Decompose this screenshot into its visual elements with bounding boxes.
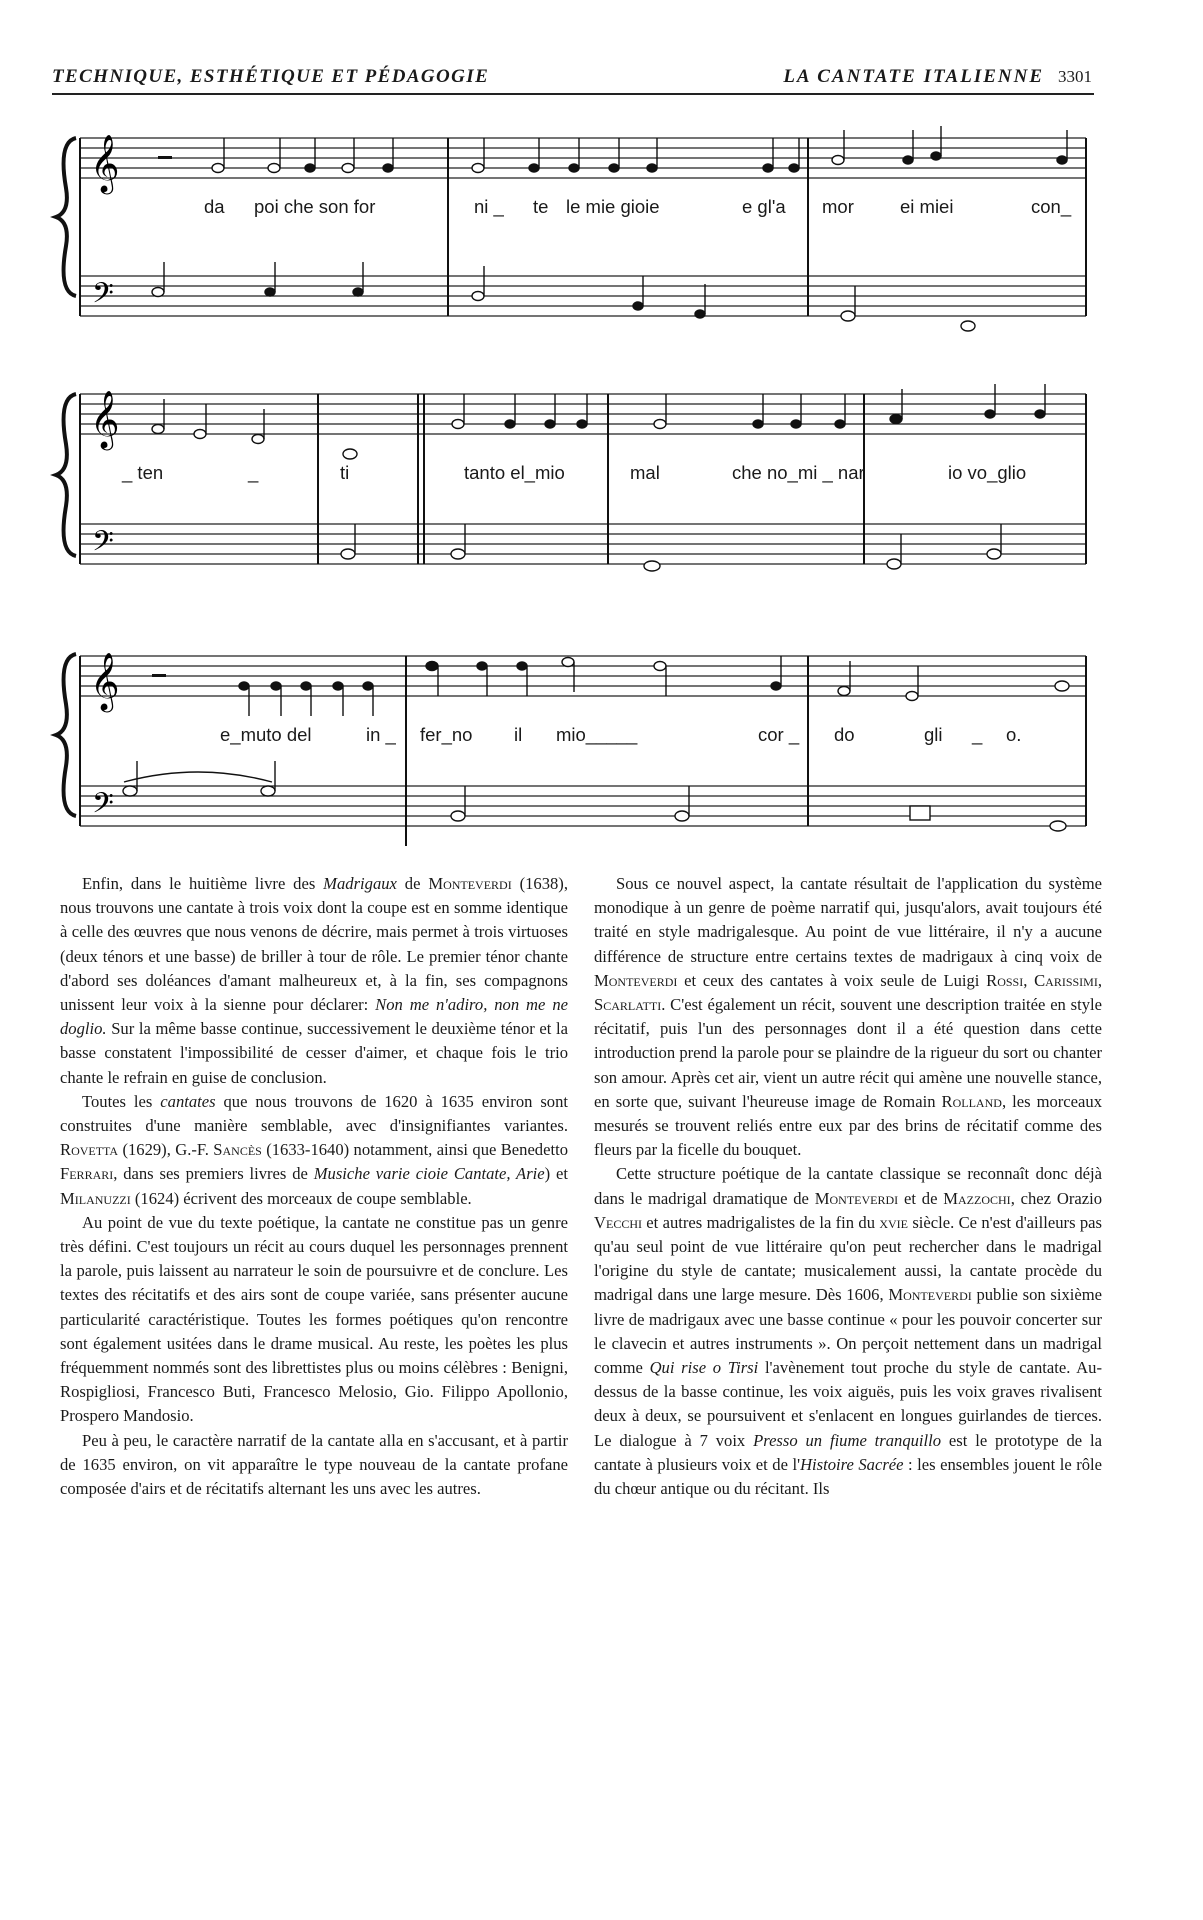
text-run: (1629), [118,1140,176,1160]
svg-text:𝄢: 𝄢 [92,277,114,317]
lyric: te [533,196,549,217]
paragraph: Peu à peu, le caractère narratif de la cantate alla en s'accusant, et à partir de 1635 environ, on vit apparaître le type nouveau de la cantate profane composée d'airs et de récitatifs alternant les uns avec les autres. [60,1430,568,1499]
lyric: ni _ [474,196,504,217]
italic-quote: Non me n'adiro, non me ne doglio. [60,995,568,1039]
century: xvie [879,1212,909,1232]
lyric: e_muto del [220,724,312,745]
lyric: ei miei [900,196,954,217]
music-system-2 [48,384,1098,584]
lyric: mal [630,462,660,483]
text-column-left [60,872,568,1501]
svg-text:𝄞: 𝄞 [90,652,120,710]
composer-name: Rossi, Carissimi, Scarlatti [594,970,1102,1015]
italic-term: cantates [160,1091,216,1111]
lyric: _ [248,462,259,483]
italic-title: Histoire Sacrée [800,1454,904,1474]
text-run: Toutes les [82,1091,161,1111]
lyric: in _ [366,724,396,745]
paragraph: Au point de vue du texte poétique, la cantate ne constitue pas un genre très défini. C'est toujours un récit au cours duquel les personnages prennent la parole, puis laissent au narrateur le soin de poursuivre et de conclure. Les textes des récitatifs et des airs sont de coupe variée, sans présenter aucune particularité caractéristique. Toutes les formes poétiques qu'on rencontre sont également usitées dans le drame musical. Au reste, les poètes les plus fréquemment nommés sont des librettistes plus ou moins célèbres : Benigni, Rospigliosi, Francesco Buti, Francesco Melosio, Gio. Filippo Apollonio, Prospero Mandosio. [60,1212,568,1426]
text-run: , dans ses premiers livres de [113,1164,314,1184]
lyric: poi che son for [254,196,376,217]
text-run: de [396,874,429,893]
lyric: il [514,724,523,745]
text-run: Cette structure poétique de la cantate classique se reconnaît donc déjà dans le madrigal dramatique de [594,1164,1102,1208]
italic-title: Presso un fiume tranquillo [753,1430,942,1450]
composer-name: Monteverdi [888,1285,972,1305]
text-run: que nous trouvons de 1620 à 1635 environ sont construites d'une manière semblable, avec d'insignifiantes variantes. [60,1091,568,1136]
italic-title: Musiche varie cioie Cantate, Arie [313,1164,545,1184]
text-run: et ceux des cantates à voix seule de Luigi [677,970,987,990]
composer-name: Mazzochi [943,1188,1011,1208]
text-run: (1624) écrivent des morceaux de coupe semblable. [130,1188,472,1208]
lyric: e gl'a [742,196,786,217]
lyric: che no_mi _ nar [732,462,865,483]
lyric: _ [972,724,983,745]
composer-name: Rovetta [60,1140,119,1160]
lyric: mor [822,196,854,217]
lyric: fer_no [420,724,473,745]
svg-text:𝄢: 𝄢 [92,787,114,827]
composer-name: Monteverdi [428,874,512,893]
text-run: est le prototype de la cantate à plusieurs voix et de l' [594,1430,1103,1474]
text-run: l'avènement tout proche du style de cantate. Au-dessus de la basse continue, les voix aiguës, puis les voix graves rivalisent deux à deux, se poursuivent et s'enlacent en longues guirlandes de tierces. Le dialogue à 7 voix [594,1358,1102,1450]
text-run: Sous ce nouvel aspect, la cantate résultait de l'application du système monodique à un genre de poème narratif qui, jusqu'alors, avait toujours été traité en style madrigalesque. Au point de vue littéraire, il n'y a aucune différence de structure entre certains textes de madrigaux à cinq voix de [594,874,1102,966]
lyric: cor _ [758,724,800,745]
text-run: ) et [544,1164,568,1184]
composer-name: G.-F. Sancès [175,1140,262,1160]
text-run: , les morceaux mesurés se trouvent reliés entre eux par des brins de récitatif comme des fleurs par la ficelle du bouquet. [594,1091,1102,1160]
text-run: siècle. Ce n'est d'ailleurs pas qu'au seul point de vue littéraire qu'on peut rechercher dans le madrigal l'origine du style de cantate; musicalement aussi, la cantate procède du madrigal dans une large mesure. Dès 1606, [594,1212,1102,1305]
svg-text:𝄞: 𝄞 [90,390,120,448]
paragraph [60,1090,568,1211]
lyric: le mie gioie [566,196,660,217]
lyric: o. [1006,724,1022,745]
author-name: Rolland [941,1091,1002,1111]
lyric: gli [924,724,943,745]
header-left-title: TECHNIQUE, ESTHÉTIQUE ET PÉDAGOGIE [52,66,490,87]
text-run: , chez Orazio [1010,1188,1103,1208]
text-run: et autres madrigalistes de la fin du [641,1212,880,1232]
paragraph [594,872,1102,1162]
lyric: da [204,196,225,217]
lyric: mio_____ [556,724,638,745]
paragraph [594,1162,1102,1501]
lyric: tanto el_mio [464,462,565,483]
composer-name: Ferrari [60,1164,114,1184]
music-system-3 [48,634,1098,844]
lyric: _ ten [122,462,164,483]
italic-title: Qui rise o Tirsi [649,1358,759,1378]
header-right-title: LA CANTATE ITALIENNE [783,66,1044,87]
svg-text:𝄞: 𝄞 [90,134,120,192]
text-run: Sur la même basse continue, successivement le deuxième ténor et la basse constatent l'impossibilité de cesser d'aimer, et chaque fois le trio chante le refrain en guise de conclusion. [60,1019,568,1087]
text-run: (1633-1640) notamment, ainsi que Benedetto [261,1140,568,1160]
lyric: con_ [1031,196,1072,217]
text-run: : les ensembles jouent le rôle du chœur antique ou du récitant. Ils [594,1454,1102,1499]
text-run: et de [898,1188,944,1208]
music-staff-2 [48,384,1098,584]
header-rule [52,93,1094,95]
lyric: ti [340,462,350,483]
composer-name: Monteverdi [594,970,678,990]
paragraph [60,872,568,1090]
svg-text:𝄢: 𝄢 [92,525,114,565]
italic-title: Madrigaux [323,874,397,893]
text-run: publie son sixième livre de madrigaux avec une basse continue « pour les pouvoir concerter sur le clavecin et autres instruments ». On perçoit nettement dans un madrigal comme [594,1285,1102,1378]
page-number: 3301 [1058,67,1092,86]
running-header [52,66,1092,92]
music-system-1 [48,108,1098,326]
composer-name: Milanuzzi [60,1188,131,1208]
composer-name: Vecchi [594,1212,642,1232]
text-run: (1638), nous trouvons une cantate à trois voix dont la coupe est en somme identique à celle des œuvres que nous venons de décrire, mais permet à trois virtuoses (deux ténors et une basse) de briller à tour de rôle. Le premier ténor chante d'abord ses doléances d'amant malheureux et, à la fin, ses compagnons unissent leur voix à la sienne pour déclarer: [60,874,568,1015]
composer-name: Monteverdi [814,1188,899,1208]
text-run: Enfin, dans le huitième livre des [82,874,324,893]
lyric: io vo_glio [948,462,1027,483]
text-run: . C'est également un récit, souvent une description traitée en style récitatif, puis l'un des personnages dont il a été question dans cette introduction prend la parole pour se plaindre de la rigueur du sort ou chanter son amour. Après cet air, vient un autre récit qui amène une nouvelle stance, en sorte que, suivant l'heureuse image de Romain [594,995,1102,1111]
text-column-right [594,872,1102,1501]
lyric: do [834,724,855,745]
